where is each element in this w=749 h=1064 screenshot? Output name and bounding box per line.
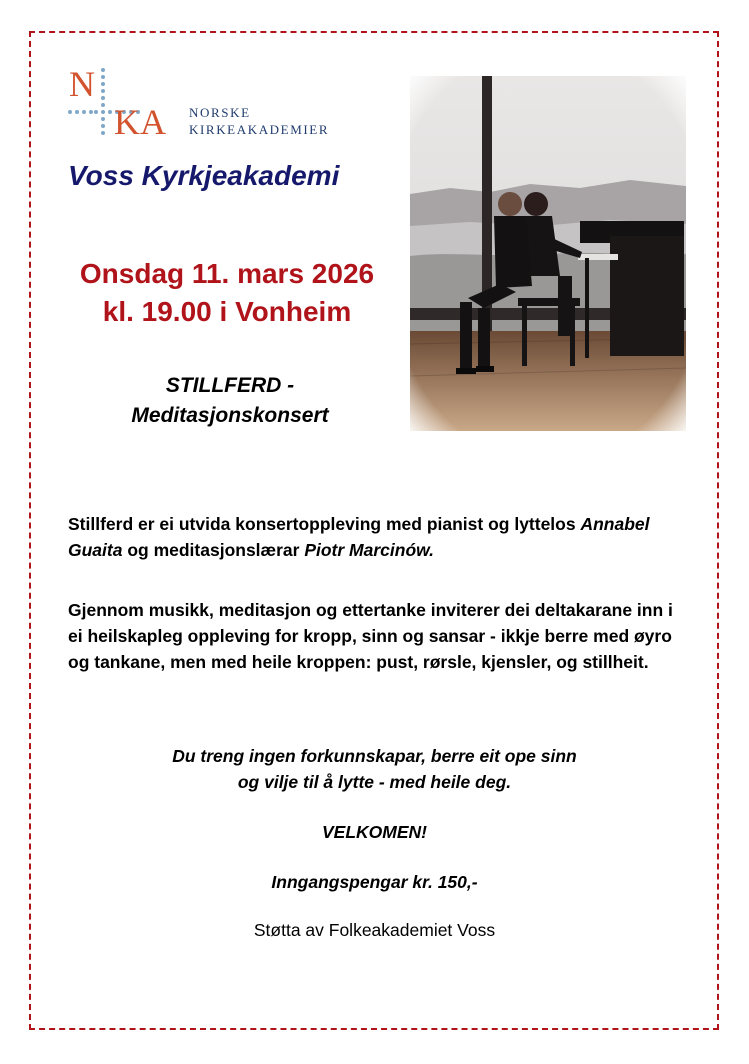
- logo-line-2: KIRKEAKADEMIER: [189, 122, 330, 137]
- logo-letter-n: N: [69, 64, 95, 104]
- description-paragraph-2: Gjennom musikk, meditasjon og ettertanke inviterer dei deltakarane inn i ei heilskapleg oppleving for kropp, sinn og sansar - ikkje berre med øyro og tankane, men med heile kroppen: pust, rørsle, kjensler, og stillheit.: [68, 600, 673, 672]
- event-time-place: kl. 19.00 i Vonheim: [102, 296, 352, 327]
- pianist-name: Annabel Guaita: [68, 514, 650, 560]
- description-text-1b: og meditasjonslærar: [122, 540, 305, 560]
- event-date: Onsdag 11. mars 2026: [79, 258, 375, 289]
- entry-price: Inngangspengar kr. 150,-: [271, 872, 478, 892]
- note-line-2: og vilje til å lytte - med heile deg.: [237, 772, 512, 792]
- nka-logo: [66, 66, 356, 146]
- organization-title: Voss Kyrkjeakademi: [68, 160, 340, 191]
- description-paragraph-1: [68, 511, 688, 563]
- musicians-photo: [410, 76, 686, 431]
- logo-line-1: NORSKE: [189, 105, 251, 120]
- description-text-1a: Stillferd er ei utvida konsertoppleving med pianist og lyttelos: [68, 514, 581, 534]
- concert-name-line-2: Meditasjonskonsert: [131, 404, 329, 427]
- note-line-1: Du treng ingen forkunnskapar, berre eit ope sinn: [172, 746, 577, 766]
- teacher-name: Piotr Marcinów.: [304, 540, 434, 560]
- sponsor-line: Støtta av Folkeakademiet Voss: [253, 920, 496, 940]
- logo-wordmark: [189, 104, 329, 138]
- logo-letters-ka: KA: [114, 102, 166, 142]
- concert-name-line-1: STILLFERD -: [165, 374, 295, 397]
- welcome-text: VELKOMEN!: [322, 822, 427, 842]
